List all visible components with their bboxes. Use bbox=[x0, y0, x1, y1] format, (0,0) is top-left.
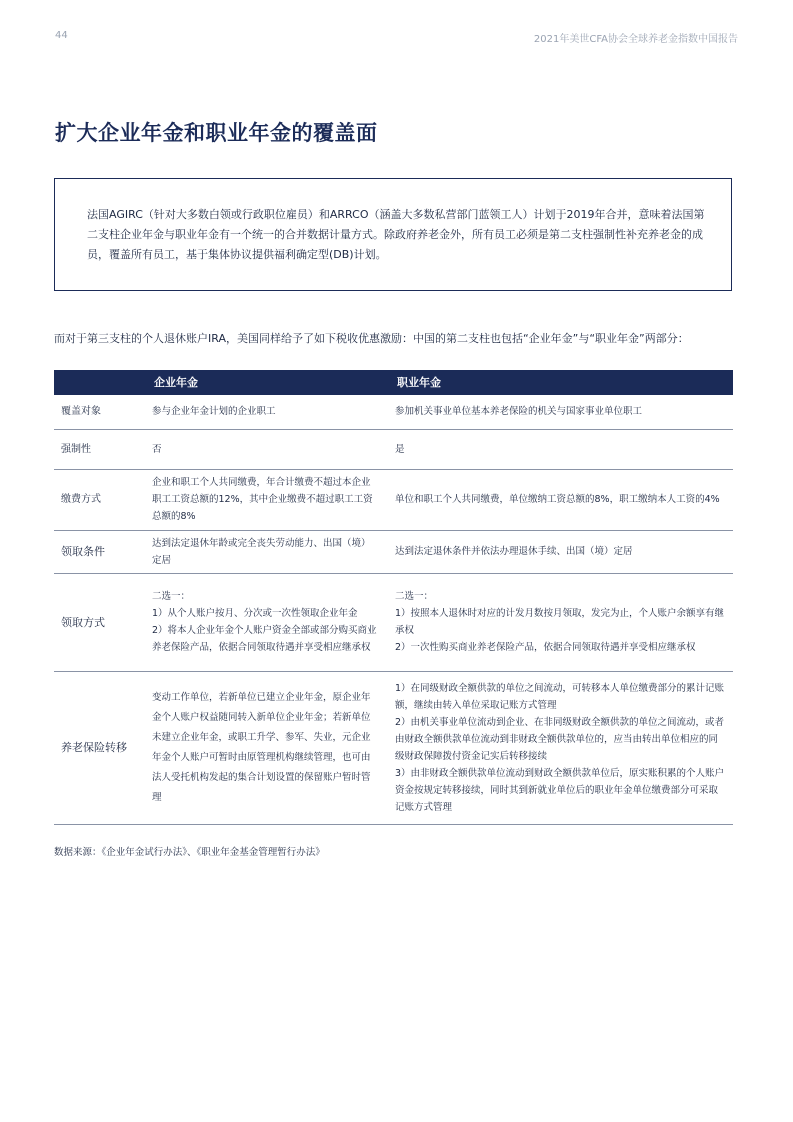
enterprise-cell bbox=[144, 395, 387, 429]
occupational-cell bbox=[387, 469, 733, 530]
row-label: 覆盖对象 bbox=[54, 395, 144, 429]
table-header-row bbox=[54, 370, 733, 395]
table-row bbox=[54, 671, 733, 824]
cell-line: 1）按照本人退休时对应的计发月数按月领取，发完为止，个人账户余额享有继承权 bbox=[395, 608, 725, 636]
enterprise-cell bbox=[144, 530, 387, 573]
cell-line: 1）在同级财政全额供款的单位之间流动，可转移本人单位缴费部分的累计记账额，继续由转入单位采取记账方式管理 bbox=[395, 682, 725, 711]
cell-line: 2）将本人企业年金个人账户资金全部或部分购买商业养老保险产品，依据合同领取待遇并享受相应继承权 bbox=[152, 625, 377, 653]
cell-line: 2）一次性购买商业养老保险产品，依据合同领取待遇并享受相应继承权 bbox=[395, 642, 696, 653]
cell-line: 达到法定退休年龄或完全丧失劳动能力、出国（境）定居 bbox=[152, 537, 371, 566]
page-title: 扩大企业年金和职业年金的覆盖面 bbox=[55, 121, 378, 145]
data-source-note: 数据来源：《企业年金试行办法》、《职业年金基金管理暂行办法》 bbox=[54, 847, 325, 858]
table-row bbox=[54, 573, 733, 671]
occupational-cell bbox=[387, 395, 733, 429]
row-label: 领取条件 bbox=[54, 530, 144, 573]
occupational-cell bbox=[387, 429, 733, 469]
cell-line: 单位和职工个人共同缴费，单位缴纳工资总额的8%，职工缴纳本人工资的4% bbox=[395, 494, 720, 505]
enterprise-cell bbox=[144, 573, 387, 671]
enterprise-cell bbox=[144, 469, 387, 530]
row-label: 缴费方式 bbox=[54, 469, 144, 530]
row-label: 养老保险转移 bbox=[54, 671, 144, 824]
cell-line: 参与企业年金计划的企业职工 bbox=[152, 406, 276, 418]
row-label: 领取方式 bbox=[54, 573, 144, 671]
table-row bbox=[54, 530, 733, 573]
comparison-table bbox=[54, 370, 733, 825]
occupational-cell bbox=[387, 530, 733, 573]
cell-line: 企业和职工个人共同缴费，年合计缴费不超过本企业职工工资总额的12%，其中企业缴费不超过职工工资总额的8% bbox=[152, 477, 373, 522]
cell-line: 1）从个人账户按月、分次或一次性领取企业年金 bbox=[152, 608, 358, 619]
cell-line: 是 bbox=[395, 443, 405, 455]
callout-box bbox=[54, 178, 732, 291]
page-number: 44 bbox=[55, 30, 68, 41]
running-header: 2021年美世CFA协会全球养老金指数中国报告 bbox=[533, 34, 738, 45]
cell-line: 参加机关事业单位基本养老保险的机关与国家事业单位职工 bbox=[395, 406, 643, 418]
cell-line: 3）由非财政全额供款单位流动到财政全额供款单位后，原实账积累的个人账户资金按规定转移接续，同时其到新就业单位后的职业年金单位缴费部分可采取记账方式管理 bbox=[395, 767, 725, 813]
intro-paragraph: 而对于第三支柱的个人退休账户IRA，美国同样给予了如下税收优惠激励：中国的第二支柱也包括“企业年金”与“职业年金”两部分： bbox=[54, 332, 689, 345]
table-row bbox=[54, 395, 733, 429]
table-header-occupational-annuity: 职业年金 bbox=[387, 370, 733, 395]
table-header-blank bbox=[54, 370, 144, 395]
table-row bbox=[54, 469, 733, 530]
occupational-cell bbox=[387, 671, 733, 824]
table-header-enterprise-annuity: 企业年金 bbox=[144, 370, 387, 395]
callout-text: 法国AGIRC（针对大多数白领或行政职位雇员）和ARRCO（涵盖大多数私营部门蓝领工人）计划于2019年合并，意味着法国第二支柱企业年金与职业年金有一个统一的合并数据计量方式。除政府养老金外，所有员工必须是第二支柱强制性补充养老金的成员，覆盖所有员工，基于集体协议提供福利确定型(DB)计划。 bbox=[87, 208, 705, 261]
row-label: 强制性 bbox=[54, 429, 144, 469]
enterprise-cell bbox=[144, 671, 387, 824]
cell-line: 2）由机关事业单位流动到企业、在非同级财政全额供款的单位之间流动，或者由财政全额供款单位流动到非财政全额供款单位的，应当由转出单位相应的同级财政保障拨付资金记实后转移接续 bbox=[395, 716, 725, 762]
cell-line: 二选一： bbox=[395, 591, 434, 602]
enterprise-cell bbox=[144, 429, 387, 469]
table-row bbox=[54, 429, 733, 469]
cell-line: 达到法定退休条件并依法办理退休手续、出国（境）定居 bbox=[395, 546, 633, 557]
cell-line: 变动工作单位，若新单位已建立企业年金，原企业年金个人账户权益随同转入新单位企业年金；若新单位未建立企业年金，或职工升学、参军、失业，元企业年金个人账户可暂时由原管理机构继续管理，也可由法人受托机构发起的集合计划设置的保留账户暂时管理 bbox=[152, 691, 371, 803]
cell-line: 否 bbox=[152, 443, 162, 455]
cell-line: 二选一： bbox=[152, 591, 191, 602]
occupational-cell bbox=[387, 573, 733, 671]
